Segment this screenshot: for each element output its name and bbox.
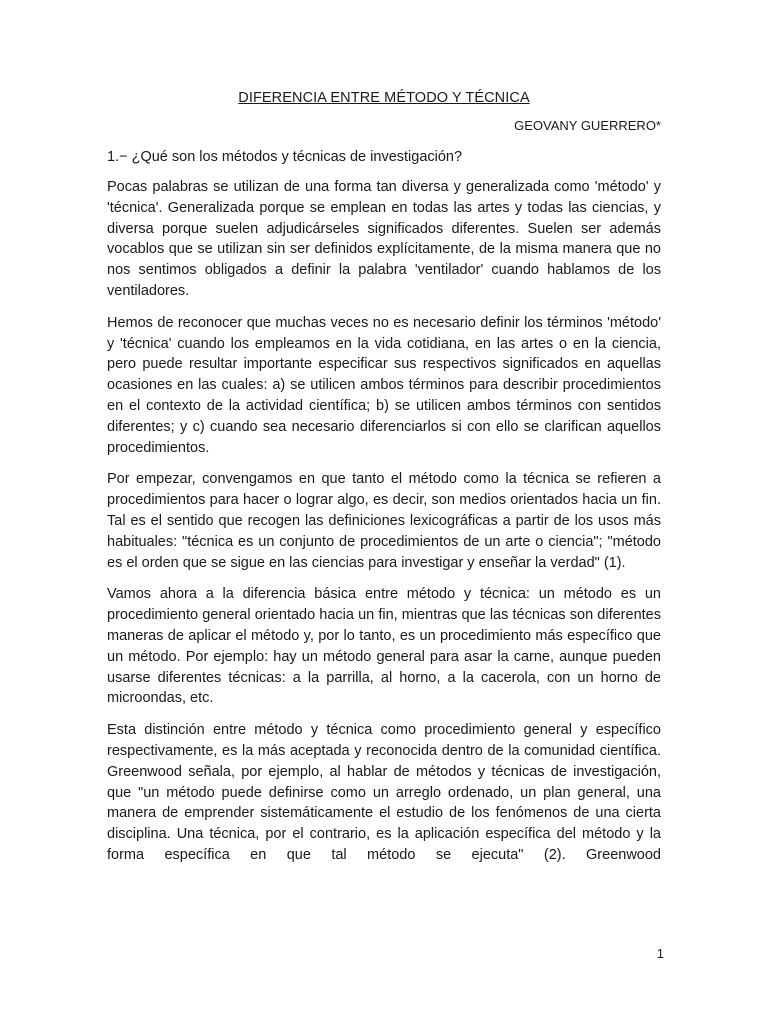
paragraph-5: Esta distinción entre método y técnica como procedimiento general y específico respectivamente, es la más aceptada y reconocida dentro de la comunidad científica. Greenwood señala, por ejemplo, al hablar de métodos y técnicas de investigación, que "un método puede definirse como un arreglo ordenado, un plan general, una manera de emprender sistemáticamente el estudio de los fenómenos de una cierta disciplina. Una técnica, por el contrario, es la aplicación específica del método y la forma específica en que tal método se ejecuta" (2). Greenwood (107, 722, 661, 863)
author-name: GEOVANY GUERRERO* (514, 118, 661, 133)
paragraph-4: Vamos ahora a la diferencia básica entre método y técnica: un método es un procedimiento general orientado hacia un fin, mientras que las técnicas son diferentes maneras de aplicar el método y, por lo tanto, es un procedimiento más específico que un método. Por ejemplo: hay un método general para asar la carne, aunque pueden usarse diferentes técnicas: a la parrilla, al horno, a la cacerola, con un horno de microondas, etc. (107, 586, 661, 707)
page-number: 1 (656, 946, 664, 961)
paragraph-1: Pocas palabras se utilizan de una forma tan diversa y generalizada como 'método' y 'técnica'. Generalizada porque se emplean en todas las artes y todas las ciencias, y diversa porque suelen adjudicárseles significados diferentes. Suelen ser además vocablos que se utilizan sin ser definidos explícitamente, de la misma manera que no nos sentimos obligados a definir la palabra 'ventilador' cuando hablamos de los ventiladores. (107, 179, 661, 299)
paragraph-3: Por empezar, convengamos en que tanto el método como la técnica se refieren a procedimientos para hacer o lograr algo, es decir, son medios orientados hacia un fin. Tal es el sentido que recogen las definiciones lexicográficas a partir de los usos más habituales: "técnica es un conjunto de procedimientos de un arte o ciencia"; "método es el orden que se sigue en las ciencias para investigar y enseñar la verdad" (1). (107, 471, 661, 571)
section-question: 1.− ¿Qué son los métodos y técnicas de investigación? (107, 149, 463, 165)
page-content (107, 90, 661, 877)
paragraph-2: Hemos de reconocer que muchas veces no es necesario definir los términos 'método' y 'técnica' cuando los empleamos en la vida cotidiana, en las artes o en la ciencia, pero puede resultar importante especificar sus respectivos significados en aquellas ocasiones en las cuales: a) se utilicen ambos términos para describir procedimientos en el contexto de la actividad científica; b) se utilicen ambos términos con sentidos diferentes; y c) cuando sea necesario diferenciarlos si con ello se clarifican aquellos procedimientos. (107, 314, 661, 456)
document-title: DIFERENCIA ENTRE MÉTODO Y TÉCNICA (238, 90, 530, 106)
